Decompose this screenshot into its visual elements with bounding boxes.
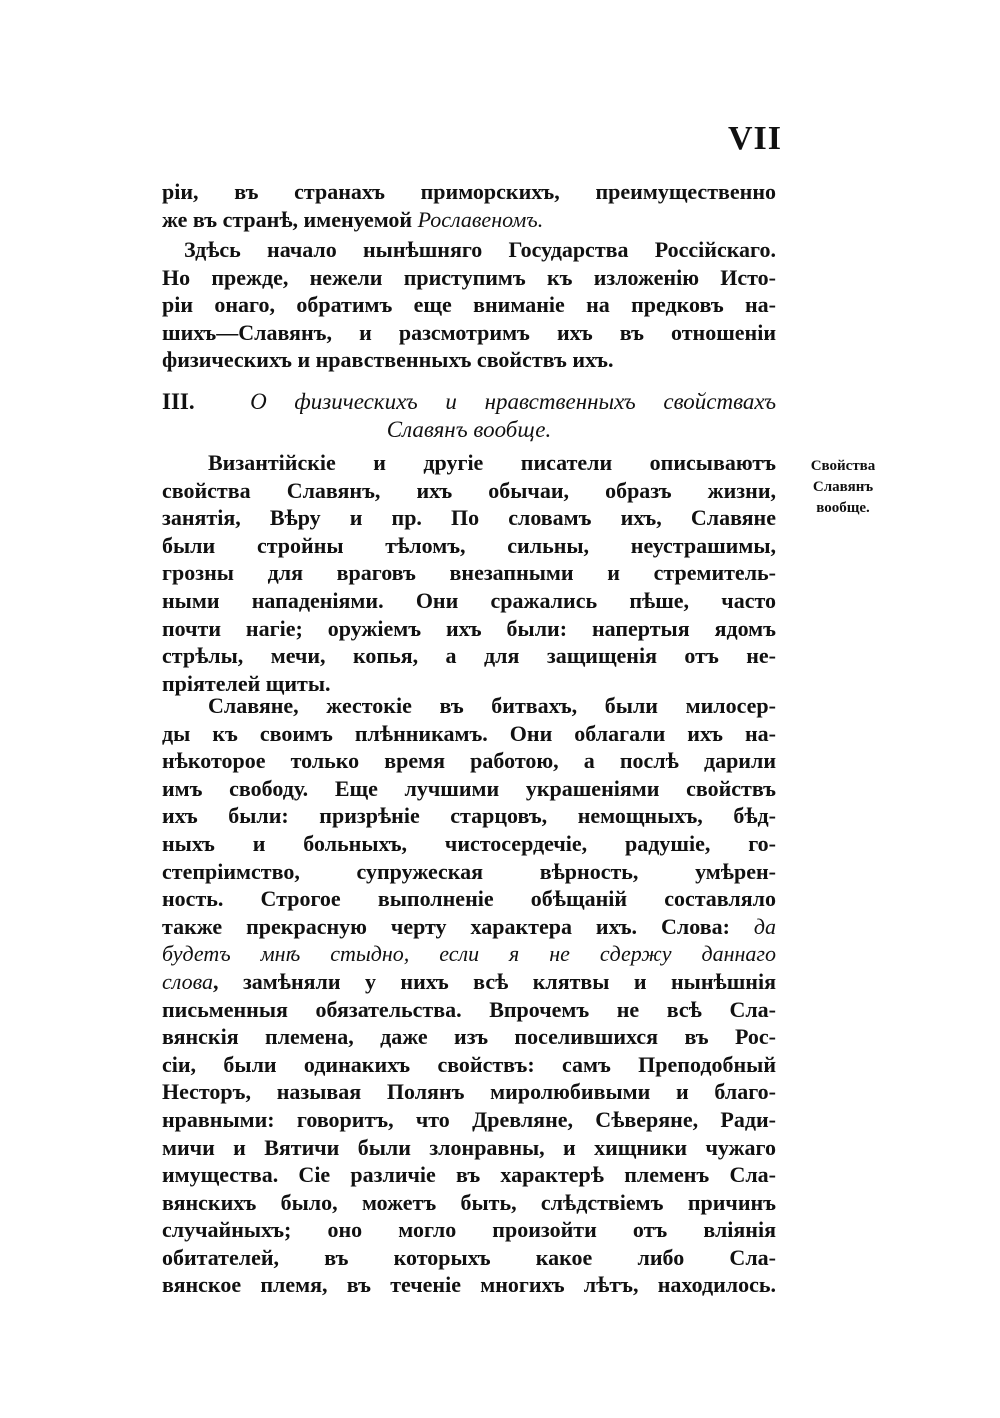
text-line: ными нападеніями. Они сражались пѣше, часто (162, 587, 776, 613)
place-name: Рославеномъ. (417, 206, 544, 232)
opening-paragraph (162, 178, 776, 233)
text-line: ріи онаго, обратимъ еще вниманіе на предковъ на- (162, 292, 776, 318)
section-heading (162, 388, 776, 443)
text-line: имущества. Сіе различіе въ характерѣ племенъ Сла- (162, 1162, 776, 1188)
text-line: нравными: говоритъ, что Древляне, Сѣверяне, Ради- (162, 1106, 776, 1132)
text-line: мичи и Вятичи были злонравны, и хищники чужаго (162, 1134, 776, 1160)
text-line: Несторъ, называя Полянъ миролюбивыми и благо- (162, 1079, 776, 1105)
page-number: VII (728, 120, 783, 157)
text-line: нѣкоторое только время работою, а послѣ дарили (162, 748, 776, 774)
text-line: вянское племя, въ теченіе многихъ лѣтъ, находилось. (162, 1272, 776, 1298)
text-line: ріи, въ странахъ приморскихъ, преимущественно (162, 179, 776, 204)
text-line: вянскихъ было, можетъ быть, слѣдствіемъ причинъ (162, 1189, 776, 1215)
heading-line: III. О физическихъ и нравственныхъ свойствахъ (162, 389, 776, 414)
quoted-words: да (753, 913, 776, 939)
text-line: грозны для враговъ внезапными и стремитель- (162, 560, 776, 586)
text-line: Славяне, жестокіе въ битвахъ, были милосер- (208, 693, 776, 718)
margin-note (788, 456, 898, 519)
text-line: свойства Славянъ, ихъ обычаи, образъ жизни, (162, 477, 776, 503)
text-line: имъ свободу. Еще лучшими украшеніями свойствъ (162, 775, 776, 801)
section-number: III. (162, 389, 195, 414)
paragraph-2 (162, 692, 776, 1299)
text-line: ды къ своимъ плѣнникамъ. Они облагали ихъ на- (162, 720, 776, 746)
text-line: ность. Строгое выполненіе обѣщаній составляло (162, 886, 776, 912)
text-line: ихъ были: призрѣніе старцовъ, немощныхъ, бѣд- (162, 803, 776, 829)
text-line: Но прежде, нежели приступимъ къ изложенію Исто- (162, 264, 776, 290)
text-line: Здѣсь начало нынѣшняго Государства Россійскаго. (184, 237, 776, 262)
text-line: занятія, Вѣру и пр. По словамъ ихъ, Славяне (162, 505, 776, 531)
intro-paragraph (162, 236, 776, 374)
text-line: были стройны тѣломъ, сильны, неустрашимы, (162, 532, 776, 558)
text-line: также прекрасную черту характера ихъ. Слова: да (162, 913, 776, 939)
text-line: Византійскіе и другіе писатели описываютъ (208, 450, 776, 475)
margin-note-line: Славянъ (812, 479, 874, 495)
text-line: письменныя обязательства. Впрочемъ не всѣ Сла- (162, 996, 776, 1022)
text-line: физическихъ и нравственныхъ свойствъ ихъ. (162, 347, 614, 373)
text-line: вянскія племена, даже изъ поселившихся въ Рос- (162, 1024, 776, 1050)
text-line: шихъ—Славянъ, и разсмотримъ ихъ въ отношеніи (162, 319, 776, 345)
text-line: случайныхъ; оно могло произойти отъ вліянія (162, 1217, 776, 1243)
text-line: обитателей, въ которыхъ какое либо Сла- (162, 1244, 776, 1270)
text-line: сіи, были одинакихъ свойствъ: самъ Преподобный (162, 1051, 776, 1077)
text-line: ныхъ и больныхъ, чистосердечіе, радушіе, го- (162, 830, 776, 856)
quoted-words: слова (162, 968, 214, 994)
quoted-line: будетъ мнѣ стыдно, если я не сдержу даннаго (162, 941, 776, 967)
margin-note-line: вообще. (816, 500, 870, 516)
heading-line: Славянъ вообще. (386, 416, 552, 442)
margin-note-line: Свойства (810, 458, 876, 474)
paragraph-1 (162, 449, 776, 697)
text-line: почти нагіе; оружіемъ ихъ были: напертыя ядомъ (162, 615, 776, 641)
text-line: стрѣлы, мечи, копья, а для защищенія отъ не- (162, 643, 776, 669)
text-line: пріятелей щиты. (162, 670, 331, 696)
text-line: степріимство, супружеская вѣрность, умѣрен- (162, 858, 776, 884)
text-line: же въ странѣ, именуемой Рославеномъ. (162, 206, 544, 232)
text-line: слова, замѣняли у нихъ всѣ клятвы и нынѣшнія (162, 968, 776, 994)
